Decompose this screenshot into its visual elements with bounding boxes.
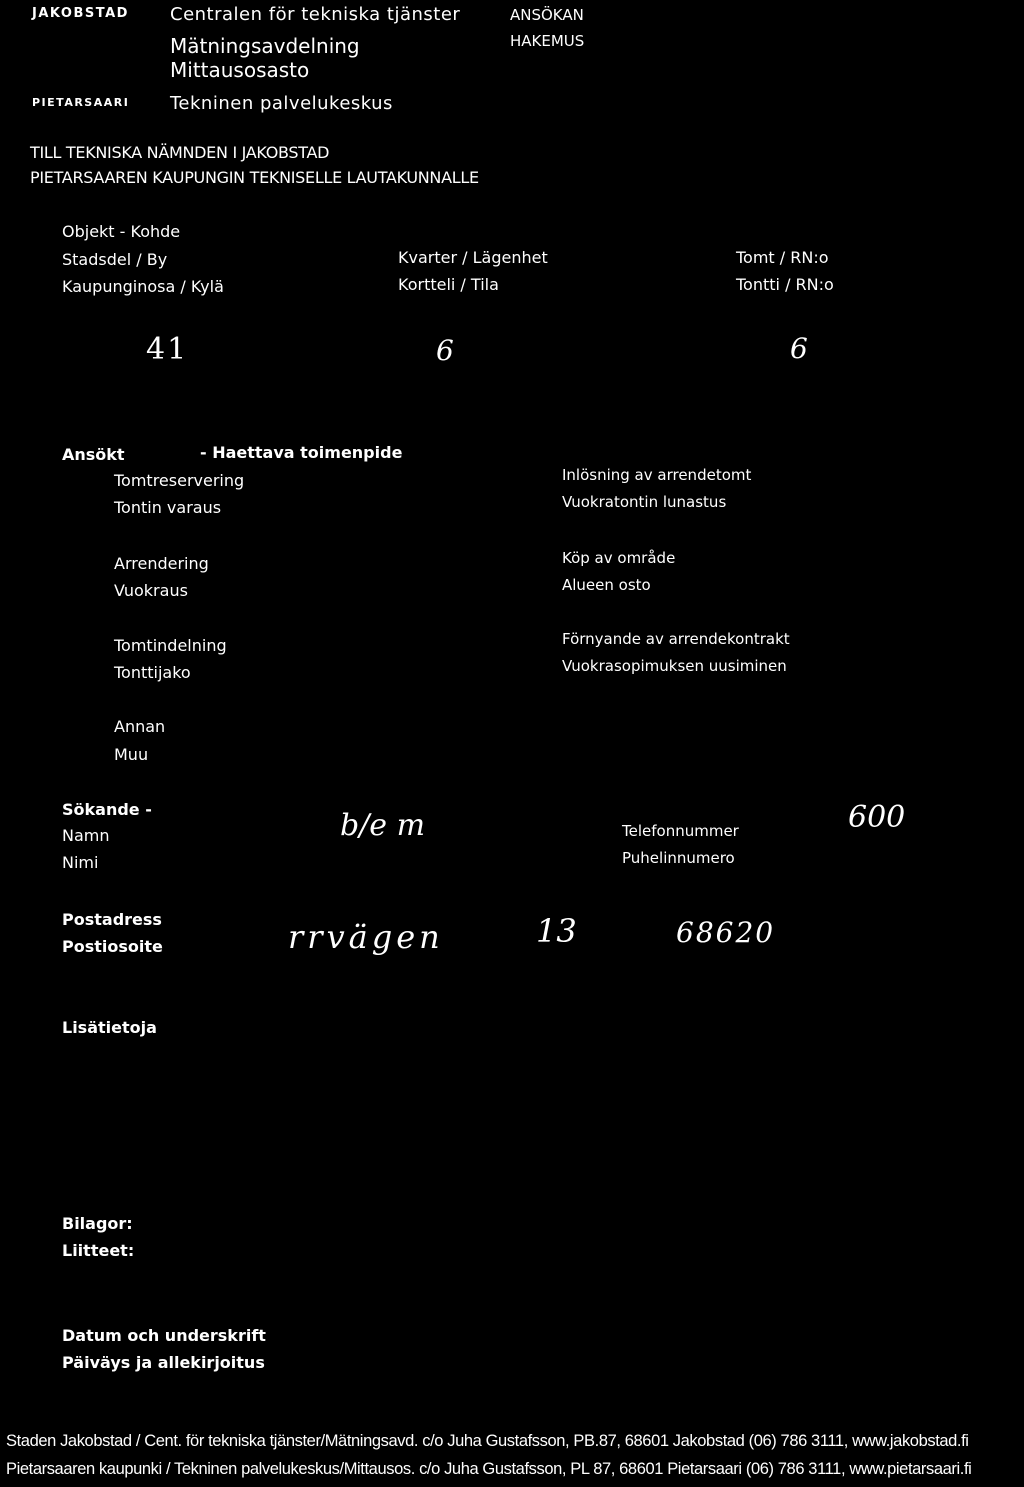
option-leasing-swedish: Arrendering	[114, 554, 209, 573]
option-redemption-swedish: Inlösning av arrendetomt	[562, 466, 752, 484]
address-label-swedish: Postadress	[62, 910, 162, 929]
option-lease-renewal-swedish: Förnyande av arrendekontrakt	[562, 630, 790, 648]
city-name-finnish: PIETARSAARI	[32, 96, 130, 109]
option-leasing-finnish: Vuokraus	[114, 581, 188, 600]
doc-type-swedish: ANSÖKAN	[510, 6, 584, 24]
postal-code-handwritten: 68620	[676, 916, 776, 949]
addressee-swedish: TILL TEKNISKA NÄMNDEN I JAKOBSTAD	[30, 143, 330, 162]
phone-label-swedish: Telefonnummer	[622, 822, 739, 840]
block-label-swedish: Kvarter / Lägenhet	[398, 248, 548, 267]
option-area-purchase-finnish: Alueen osto	[562, 576, 651, 594]
option-lease-renewal-finnish: Vuokrasopimuksen uusiminen	[562, 657, 787, 675]
footer-swedish: Staden Jakobstad / Cent. för tekniska tjänster/Mätningsavd. c/o Juha Gustafsson, PB.87, 68601 Jakobstad (06) 786 3111, www.jakobstad.fi	[6, 1432, 969, 1450]
address-label-finnish: Postiosoite	[62, 937, 163, 956]
attachments-label-finnish: Liitteet:	[62, 1241, 135, 1260]
subdepartment-finnish: Mittausosasto	[170, 58, 310, 82]
option-other-finnish: Muu	[114, 745, 149, 764]
district-label-finnish: Kaupunginosa / Kylä	[62, 277, 224, 296]
city-name-swedish: JAKOBSTAD	[32, 6, 129, 21]
address-value-handwritten: rrvägen	[288, 918, 444, 956]
option-other-swedish: Annan	[114, 717, 166, 736]
plot-value-handwritten: 6	[790, 332, 808, 365]
option-plot-division-swedish: Tomtindelning	[114, 636, 227, 655]
name-value-handwritten: b/e m	[340, 808, 426, 843]
option-area-purchase-swedish: Köp av område	[562, 549, 676, 567]
option-plot-division-finnish: Tonttijako	[114, 663, 191, 682]
name-label-finnish: Nimi	[62, 853, 99, 872]
applied-heading-swedish: Ansökt	[62, 445, 125, 464]
option-redemption-finnish: Vuokratontin lunastus	[562, 493, 727, 511]
block-label-finnish: Kortteli / Tila	[398, 275, 499, 294]
department-swedish: Centralen för tekniska tjänster	[170, 4, 461, 25]
name-label-swedish: Namn	[62, 826, 110, 845]
addressee-finnish: PIETARSAAREN KAUPUNGIN TEKNISELLE LAUTAKUNNALLE	[30, 168, 479, 187]
applicant-heading: Sökande -	[62, 800, 152, 819]
block-value-handwritten: 6	[436, 334, 454, 367]
object-heading: Objekt - Kohde	[62, 222, 181, 241]
phone-value-handwritten: 600	[848, 800, 906, 835]
district-value-handwritten: 41	[146, 332, 189, 367]
address-number-handwritten: 13	[536, 912, 577, 950]
subdepartment-swedish: Mätningsavdelning	[170, 34, 360, 58]
option-plot-reservation-swedish: Tomtreservering	[114, 471, 245, 490]
additional-info-label: Lisätietoja	[62, 1018, 157, 1037]
plot-label-finnish: Tontti / RN:o	[736, 275, 834, 294]
plot-label-swedish: Tomt / RN:o	[736, 248, 829, 267]
doc-type-finnish: HAKEMUS	[510, 32, 585, 50]
department-finnish: Tekninen palvelukeskus	[170, 93, 393, 114]
date-signature-label-finnish: Päiväys ja allekirjoitus	[62, 1353, 265, 1372]
option-plot-reservation-finnish: Tontin varaus	[114, 498, 222, 517]
attachments-label-swedish: Bilagor:	[62, 1214, 133, 1233]
applied-heading-finnish: - Haettava toimenpide	[200, 443, 403, 462]
footer-finnish: Pietarsaaren kaupunki / Tekninen palvelukeskus/Mittausos. c/o Juha Gustafsson, PL 87, 68601 Pietarsaari (06) 786 3111, www.pietarsaari.fi	[6, 1460, 972, 1478]
district-label-swedish: Stadsdel / By	[62, 250, 168, 269]
date-signature-label-swedish: Datum och underskrift	[62, 1326, 266, 1345]
phone-label-finnish: Puhelinnumero	[622, 849, 735, 867]
